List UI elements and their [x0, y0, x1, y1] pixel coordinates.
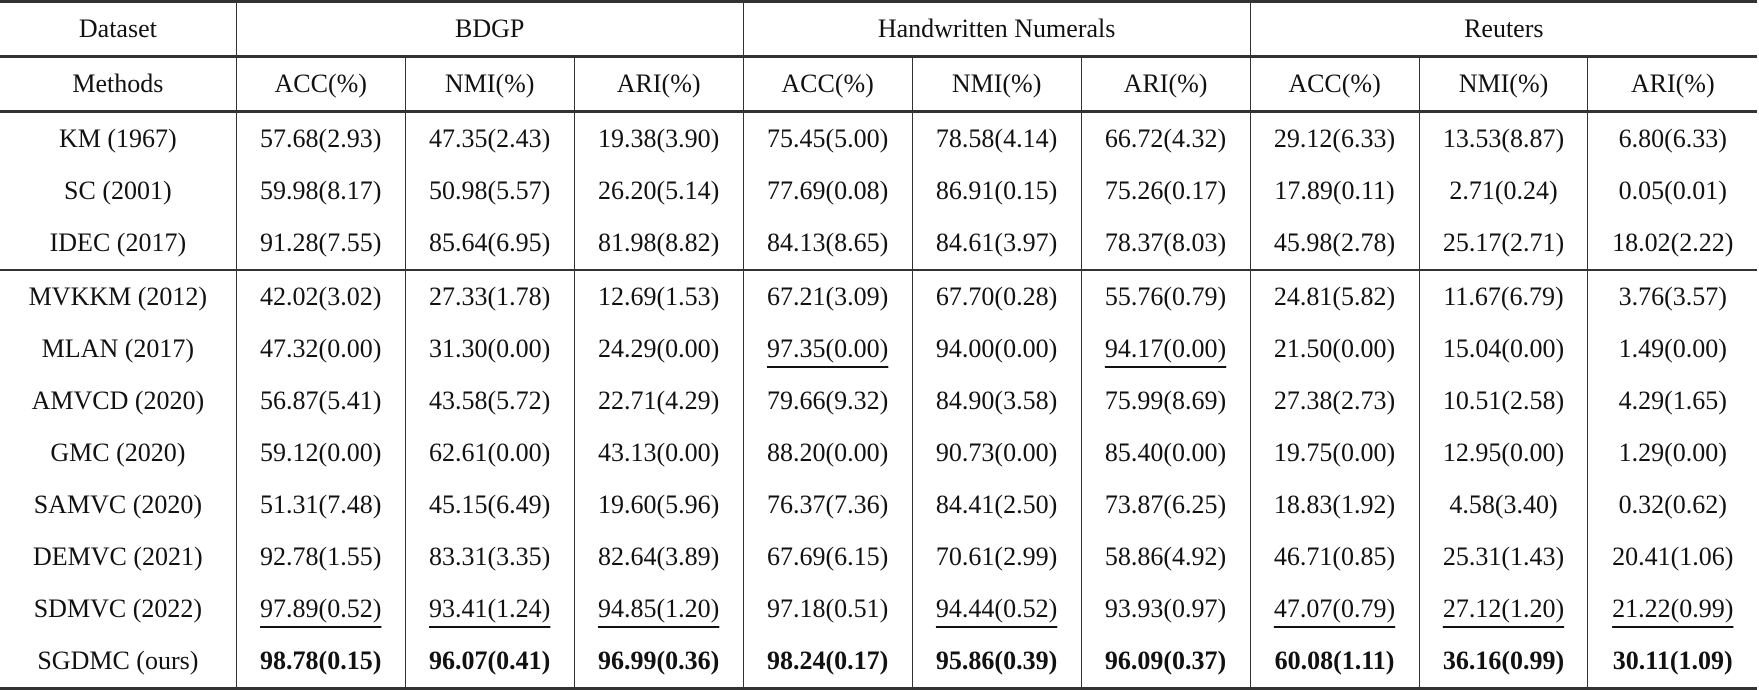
metric-cell	[574, 531, 743, 583]
metric-cell	[1250, 531, 1419, 583]
metric-value: 98.24(0.17)	[766, 646, 889, 675]
metric-value: 85.64(6.95)	[429, 228, 551, 257]
metric-header-row	[0, 57, 1757, 112]
table-row	[0, 635, 1757, 689]
table-row	[0, 165, 1757, 217]
metric-cell	[405, 583, 574, 635]
metric-cell	[405, 165, 574, 217]
metric-cell	[912, 375, 1081, 427]
metric-cell	[574, 427, 743, 479]
metric-cell	[574, 479, 743, 531]
method-name: IDEC (2017)	[0, 217, 236, 270]
metric-value: 19.75(0.00)	[1273, 438, 1396, 467]
metric-value: 4.29(1.65)	[1618, 386, 1727, 415]
metric-cell	[574, 323, 743, 375]
metric-value: 90.73(0.00)	[935, 438, 1058, 467]
metric-cell	[912, 323, 1081, 375]
metric-value: 86.91(0.15)	[935, 176, 1058, 205]
metric-value: 84.61(3.97)	[935, 228, 1058, 257]
metric-cell	[1419, 165, 1588, 217]
metric-cell	[1588, 531, 1757, 583]
metric-cell	[912, 165, 1081, 217]
metric-cell	[405, 479, 574, 531]
metric-value: 25.31(1.43)	[1442, 542, 1565, 571]
metric-ari: ARI(%)	[574, 57, 743, 112]
metric-value: 60.08(1.11)	[1274, 646, 1395, 675]
metric-cell	[743, 270, 912, 323]
metric-cell	[1250, 165, 1419, 217]
metric-value: 4.58(3.40)	[1449, 490, 1558, 519]
metric-cell	[574, 165, 743, 217]
metric-value: 47.32(0.00)	[260, 334, 382, 363]
method-name: MLAN (2017)	[41, 334, 195, 363]
metric-cell	[405, 427, 574, 479]
metric-nmi: NMI(%)	[1419, 57, 1588, 112]
metric-cell	[405, 217, 574, 270]
metric-value: 47.07(0.79)	[1273, 594, 1396, 623]
dataset-label: Dataset	[0, 2, 236, 57]
metric-value: 97.89(0.52)	[260, 594, 382, 623]
metric-cell	[236, 635, 405, 689]
metric-value: 45.15(6.49)	[429, 490, 551, 519]
metric-value: 21.50(0.00)	[1273, 334, 1396, 363]
metric-cell	[1250, 323, 1419, 375]
metric-value: 94.85(1.20)	[597, 594, 720, 623]
metric-cell	[574, 375, 743, 427]
metric-value: 46.71(0.85)	[1273, 542, 1396, 571]
table-row	[0, 479, 1757, 531]
metric-cell	[1588, 479, 1757, 531]
metric-cell	[1588, 217, 1757, 270]
metric-value: 18.02(2.22)	[1612, 228, 1734, 257]
table-row	[0, 427, 1757, 479]
metric-value: 97.35(0.00)	[766, 334, 889, 363]
method-name: SGDMC (ours)	[0, 635, 236, 689]
metric-cell	[1588, 112, 1757, 166]
metric-cell	[1588, 323, 1757, 375]
metric-value: 2.71(0.24)	[1449, 176, 1558, 205]
metric-cell	[912, 427, 1081, 479]
metric-value: 1.49(0.00)	[1618, 334, 1727, 363]
metric-value: 43.58(5.72)	[429, 386, 551, 415]
metric-cell	[743, 635, 912, 689]
metric-cell	[236, 427, 405, 479]
metric-cell	[405, 323, 574, 375]
metric-cell	[1419, 531, 1588, 583]
methods-label: Methods	[0, 57, 236, 112]
metric-cell	[236, 270, 405, 323]
metric-value: 91.28(7.55)	[260, 228, 382, 257]
metric-cell	[236, 165, 405, 217]
metric-cell	[236, 112, 405, 166]
metric-cell	[1419, 217, 1588, 270]
metric-cell	[912, 270, 1081, 323]
metric-value: 95.86(0.39)	[935, 646, 1058, 675]
table-row	[0, 270, 1757, 323]
metric-value: 78.37(8.03)	[1104, 228, 1227, 257]
metric-cell	[574, 217, 743, 270]
metric-value: 19.60(5.96)	[597, 490, 720, 519]
metric-value: 77.69(0.08)	[766, 176, 889, 205]
metric-value: 81.98(8.82)	[597, 228, 720, 257]
metric-cell	[1081, 427, 1250, 479]
metric-value: 88.20(0.00)	[766, 438, 889, 467]
metric-value: 57.68(2.93)	[260, 124, 382, 153]
metric-value: 83.31(3.35)	[429, 542, 551, 571]
metric-cell	[1588, 583, 1757, 635]
dataset-reuters: Reuters	[1250, 2, 1757, 57]
metric-value: 25.17(2.71)	[1442, 228, 1565, 257]
metric-cell	[743, 217, 912, 270]
metric-value: 26.20(5.14)	[597, 176, 720, 205]
metric-cell	[912, 112, 1081, 166]
metric-cell	[1081, 479, 1250, 531]
method-name: SDMVC (2022)	[33, 594, 203, 623]
metric-cell	[1588, 375, 1757, 427]
metric-cell	[743, 479, 912, 531]
metric-cell	[912, 583, 1081, 635]
metric-cell	[1081, 112, 1250, 166]
metric-cell	[1250, 112, 1419, 166]
metric-value: 67.70(0.28)	[935, 282, 1058, 311]
metric-value: 18.83(1.92)	[1273, 490, 1396, 519]
metric-value: 96.07(0.41)	[429, 646, 551, 675]
metric-cell	[912, 217, 1081, 270]
metric-cell	[405, 375, 574, 427]
metric-cell	[1419, 375, 1588, 427]
results-body	[0, 112, 1757, 689]
metric-value: 59.12(0.00)	[260, 438, 382, 467]
metric-value: 75.99(8.69)	[1104, 386, 1227, 415]
metric-cell	[1081, 583, 1250, 635]
metric-cell	[236, 479, 405, 531]
metric-value: 97.18(0.51)	[766, 594, 889, 623]
metric-cell	[574, 270, 743, 323]
metric-value: 66.72(4.32)	[1104, 124, 1227, 153]
metric-value: 94.44(0.52)	[935, 594, 1058, 623]
metric-cell	[1419, 112, 1588, 166]
metric-value: 94.00(0.00)	[935, 334, 1058, 363]
metric-value: 92.78(1.55)	[260, 542, 382, 571]
metric-cell	[405, 112, 574, 166]
metric-value: 10.51(2.58)	[1442, 386, 1565, 415]
metric-cell	[1419, 323, 1588, 375]
metric-cell	[1419, 427, 1588, 479]
metric-value: 21.22(0.99)	[1612, 594, 1734, 623]
metric-value: 24.81(5.82)	[1273, 282, 1396, 311]
metric-cell	[236, 323, 405, 375]
metric-cell	[405, 635, 574, 689]
metric-value: 84.41(2.50)	[935, 490, 1058, 519]
metric-cell	[1250, 375, 1419, 427]
metric-cell	[743, 531, 912, 583]
table-row	[0, 112, 1757, 166]
metric-value: 0.32(0.62)	[1618, 490, 1727, 519]
metric-cell	[1250, 479, 1419, 531]
metric-value: 31.30(0.00)	[429, 334, 551, 363]
metric-value: 82.64(3.89)	[597, 542, 720, 571]
metric-cell	[1419, 479, 1588, 531]
table-row	[0, 375, 1757, 427]
metric-value: 36.16(0.99)	[1442, 646, 1565, 675]
metric-cell	[743, 583, 912, 635]
method-name: GMC (2020)	[50, 438, 186, 467]
metric-value: 43.13(0.00)	[597, 438, 720, 467]
metric-value: 67.21(3.09)	[766, 282, 889, 311]
metric-cell	[743, 165, 912, 217]
metric-cell	[574, 112, 743, 166]
dataset-handwritten: Handwritten Numerals	[743, 2, 1250, 57]
metric-cell	[1588, 427, 1757, 479]
metric-value: 76.37(7.36)	[766, 490, 889, 519]
metric-value: 13.53(8.87)	[1442, 124, 1565, 153]
metric-cell	[1419, 583, 1588, 635]
metric-cell	[1250, 583, 1419, 635]
metric-cell	[1250, 635, 1419, 689]
metric-acc: ACC(%)	[743, 57, 912, 112]
table-row	[0, 583, 1757, 635]
table-row	[0, 323, 1757, 375]
metric-cell	[1081, 165, 1250, 217]
metric-value: 27.38(2.73)	[1273, 386, 1396, 415]
metric-ari: ARI(%)	[1081, 57, 1250, 112]
metric-cell	[1419, 635, 1588, 689]
metric-cell	[1588, 635, 1757, 689]
metric-nmi: NMI(%)	[912, 57, 1081, 112]
dataset-header-row	[0, 2, 1757, 57]
metric-acc: ACC(%)	[236, 57, 405, 112]
metric-cell	[405, 270, 574, 323]
metric-value: 67.69(6.15)	[766, 542, 889, 571]
metric-value: 84.13(8.65)	[766, 228, 889, 257]
metric-value: 96.99(0.36)	[597, 646, 720, 675]
metric-cell	[1081, 270, 1250, 323]
metric-cell	[236, 217, 405, 270]
metric-value: 84.90(3.58)	[935, 386, 1058, 415]
metric-cell	[1081, 217, 1250, 270]
metric-value: 6.80(6.33)	[1618, 124, 1727, 153]
table-row	[0, 217, 1757, 270]
metric-cell	[1588, 165, 1757, 217]
metric-cell	[1250, 270, 1419, 323]
metric-cell	[1250, 427, 1419, 479]
metric-value: 11.67(6.79)	[1443, 282, 1564, 311]
metric-cell	[1081, 375, 1250, 427]
metric-value: 93.41(1.24)	[429, 594, 551, 623]
metric-value: 47.35(2.43)	[429, 124, 551, 153]
metric-value: 79.66(9.32)	[766, 386, 889, 415]
dataset-bdgp: BDGP	[236, 2, 743, 57]
metric-cell	[1081, 531, 1250, 583]
metric-value: 73.87(6.25)	[1104, 490, 1227, 519]
metric-cell	[912, 531, 1081, 583]
metric-value: 78.58(4.14)	[935, 124, 1058, 153]
metric-cell	[743, 375, 912, 427]
metric-acc: ACC(%)	[1250, 57, 1419, 112]
metric-value: 55.76(0.79)	[1104, 282, 1227, 311]
metric-value: 94.17(0.00)	[1104, 334, 1227, 363]
table-row	[0, 531, 1757, 583]
metric-value: 93.93(0.97)	[1104, 594, 1227, 623]
metric-cell	[743, 112, 912, 166]
metric-cell	[236, 583, 405, 635]
metric-cell	[1081, 635, 1250, 689]
metric-value: 27.33(1.78)	[429, 282, 551, 311]
metric-value: 27.12(1.20)	[1442, 594, 1565, 623]
metric-cell	[236, 375, 405, 427]
method-name: AMVCD (2020)	[31, 386, 205, 415]
method-name: SAMVC (2020)	[33, 490, 203, 519]
metric-value: 45.98(2.78)	[1273, 228, 1396, 257]
metric-value: 70.61(2.99)	[935, 542, 1058, 571]
metric-value: 15.04(0.00)	[1442, 334, 1565, 363]
metric-nmi: NMI(%)	[405, 57, 574, 112]
metric-value: 17.89(0.11)	[1274, 176, 1395, 205]
metric-value: 12.95(0.00)	[1442, 438, 1565, 467]
method-name: KM (1967)	[59, 124, 177, 153]
metric-cell	[236, 531, 405, 583]
metric-value: 56.87(5.41)	[260, 386, 382, 415]
method-name: SC (2001)	[64, 176, 172, 205]
metric-cell	[1081, 323, 1250, 375]
metric-value: 59.98(8.17)	[260, 176, 382, 205]
metric-value: 20.41(1.06)	[1612, 542, 1734, 571]
metric-value: 96.09(0.37)	[1104, 646, 1227, 675]
metric-value: 29.12(6.33)	[1273, 124, 1396, 153]
metric-value: 98.78(0.15)	[260, 646, 382, 675]
metric-value: 62.61(0.00)	[429, 438, 551, 467]
metric-cell	[1250, 217, 1419, 270]
metric-cell	[743, 323, 912, 375]
metric-cell	[574, 583, 743, 635]
metric-value: 12.69(1.53)	[597, 282, 720, 311]
metric-value: 75.45(5.00)	[766, 124, 889, 153]
metric-value: 50.98(5.57)	[429, 176, 551, 205]
method-name: MVKKM (2012)	[28, 282, 208, 311]
metric-value: 24.29(0.00)	[597, 334, 720, 363]
metric-cell	[743, 427, 912, 479]
metric-value: 75.26(0.17)	[1104, 176, 1227, 205]
metric-value: 19.38(3.90)	[597, 124, 720, 153]
metric-value: 51.31(7.48)	[260, 490, 382, 519]
metric-ari: ARI(%)	[1588, 57, 1757, 112]
metric-value: 58.86(4.92)	[1104, 542, 1227, 571]
metric-cell	[912, 635, 1081, 689]
metric-cell	[574, 635, 743, 689]
metric-cell	[1419, 270, 1588, 323]
metric-value: 0.05(0.01)	[1618, 176, 1727, 205]
metric-cell	[1588, 270, 1757, 323]
metric-value: 42.02(3.02)	[260, 282, 382, 311]
metric-value: 85.40(0.00)	[1104, 438, 1227, 467]
method-name: DEMVC (2021)	[33, 542, 203, 571]
metric-value: 3.76(3.57)	[1618, 282, 1727, 311]
metric-value: 22.71(4.29)	[597, 386, 720, 415]
metric-cell	[405, 531, 574, 583]
metric-value: 1.29(0.00)	[1618, 438, 1727, 467]
metric-value: 30.11(1.09)	[1612, 646, 1733, 675]
metric-cell	[912, 479, 1081, 531]
